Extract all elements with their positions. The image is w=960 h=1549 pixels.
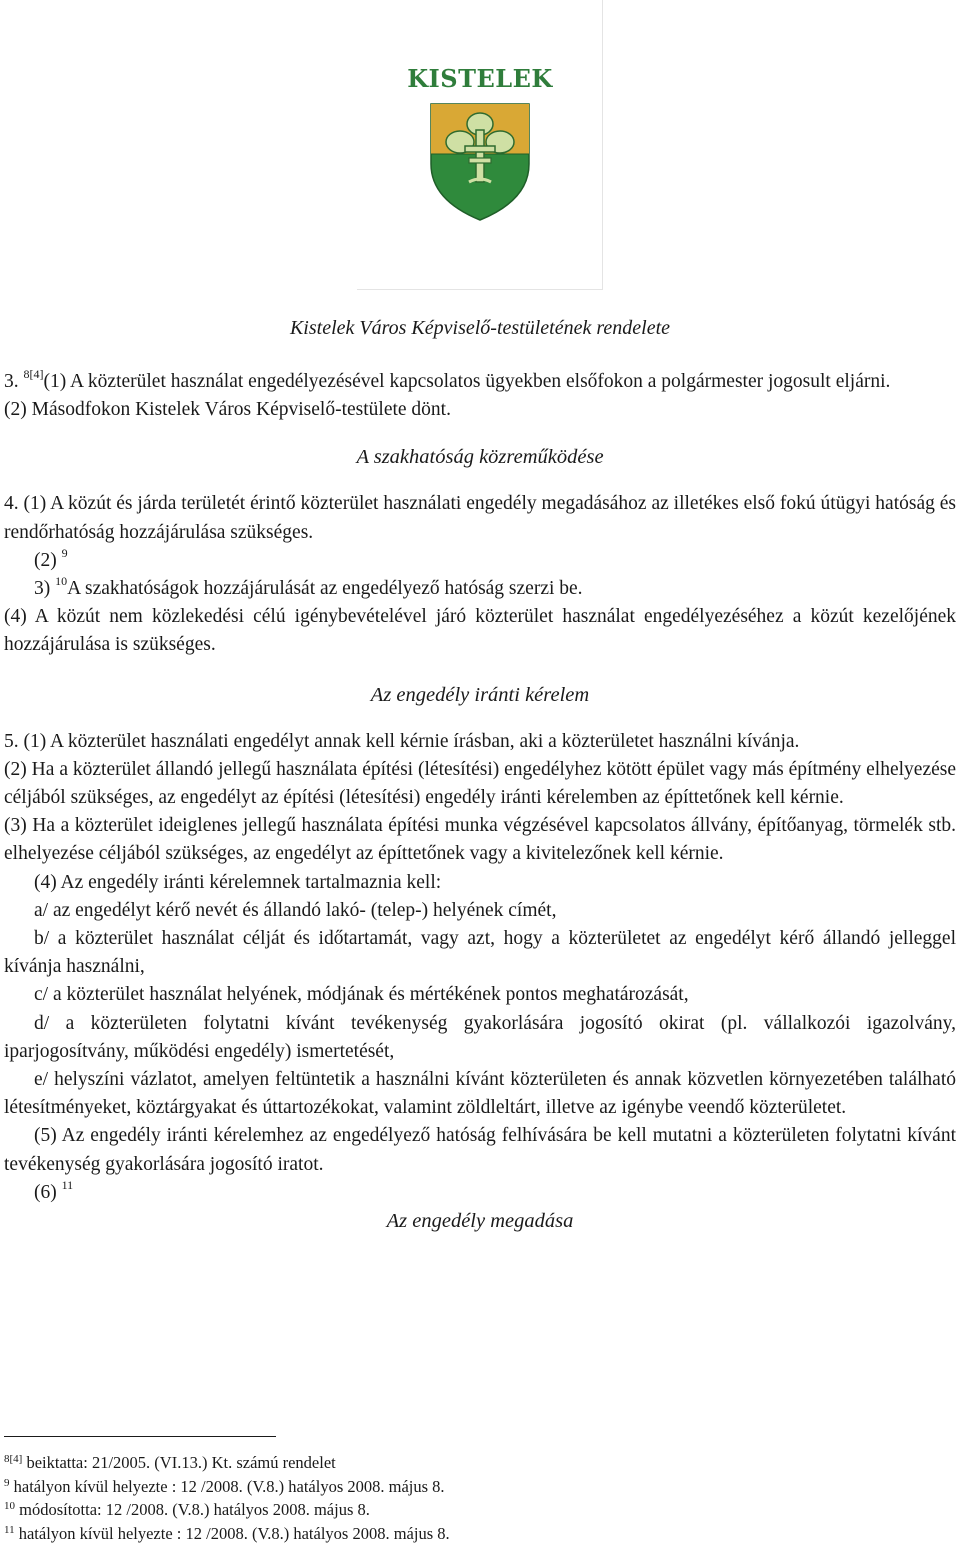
section-4-paragraph-3: 3) $^{10}$A szakhatóságok hozzájárulását az engedélyező hatóság szerzi be. (34, 574, 583, 600)
list-item-d: d/ a közterületen folytatni kívánt tevékenység gyakorlására jogosító okirat (pl. vállalkozói igazolvány, iparjogosítvány, működési engedély) ismertetését, (4, 1012, 956, 1062)
footnote: $^{11}$ hatályon kívül helyezte : 12 /2008. (V.8.) hatályos 2008. május 8. (4, 1523, 450, 1543)
footnote-divider (4, 1436, 276, 1437)
document-body (4, 368, 956, 1235)
heading-authority: A szakhatóság közreműködése (356, 446, 604, 469)
footnote-ref[interactable]: 11 (61, 1177, 74, 1192)
section-5-paragraph-2: (2) Ha a közterület állandó jellegű használata építési (létesítési) engedélyhez kötött épület vagy más építmény elhelyezése céljából szükséges, az engedélyt az építési (létesítési) engedély iránti kérelemben az építtetőnek kell kérnie. (4, 758, 956, 809)
footnote: $^{8[4]}$ beiktatta: 21/2005. (VI.13.) Kt. számú rendelet (4, 1453, 336, 1472)
footnotes (4, 1451, 956, 1545)
list-item-b: b/ a közterület használat célját és időtartamát, vagy azt, hogy a közterületet az engedélyt kérő állandó jelleggel kívánja használni, (4, 928, 956, 978)
footnote: $^9$ hatályon kívül helyezte : 12 /2008. (V.8.) hatályos 2008. május 8. (4, 1476, 445, 1496)
list-item-e: e/ helyszíni vázlatot, amelyen feltüntetik a használni kívánt közterületen és annak közvetlen környezetében található létesítményeket, köztárgyakat és úttartozékokat, valamint zöldleltárt, illetve az igénybe veendő közterületet. (4, 1069, 956, 1119)
footnote-ref[interactable]: 8[4] (23, 367, 44, 381)
heading-request: Az engedély iránti kérelem (370, 683, 590, 706)
section-5-paragraph-1: 5. (1) A közterület használati engedélyt annak kell kérnie írásban, aki a közterületet használni kívánja. (4, 730, 800, 752)
coat-of-arms-shield-icon (429, 102, 531, 222)
document-title: Kistelek Város Képviselő-testületének rendelete (289, 317, 671, 339)
list-item-c: c/ a közterület használat helyének, módjának és mértékének pontos meghatározását, (34, 984, 689, 1006)
section-4-paragraph-2: (2) $^9$ (34, 545, 68, 571)
logo-title: KISTELEK (407, 64, 553, 93)
list-item-a: a/ az engedélyt kérő nevét és állandó lakó- (telep-) helyének címét, (34, 899, 557, 921)
section-5-paragraph-4: (4) Az engedély iránti kérelemnek tartalmaznia kell: (34, 871, 442, 893)
footnote: $^{10}$ módosította: 12 /2008. (V.8.) hatályos 2008. május 8. (4, 1500, 370, 1519)
section-3-number: 3. (4, 371, 24, 392)
section-5-paragraph-6: (6) $^{11}$ (34, 1177, 74, 1203)
section-4-number: 4. (4, 493, 24, 515)
footnote-ref[interactable]: 10 (55, 574, 68, 589)
footnote-ref[interactable]: 9 (61, 545, 68, 560)
heading-grant: Az engedély megadása (386, 1210, 574, 1233)
section-5-paragraph-5: (5) Az engedély iránti kérelemhez az engedélyező hatóság felhívására be kell mutatni a közterületen folytatni kívánt tevékenység gyakorlására jogosító iratot. (4, 1125, 956, 1175)
section-3-paragraph-1: 3. $^{8[4]}$(1) A közterület használat engedélyezésével kapcsolatos ügyekben elsőfokon a polgármester jogosult eljárni. (4, 367, 891, 392)
section-4-paragraph-4: (4) A közút nem közlekedési célú igénybevételével járó közterület használat engedélyezéséhez a közút kezelőjének hozzájárulása is szükséges. (4, 606, 956, 656)
section-5-number: 5. (4, 730, 24, 752)
section-5-paragraph-3: (3) Ha a közterület ideiglenes jellegű használata építési munka végzésével kapcsolatos állvány, építőanyag, törmelék stb. elhelyezése céljából szükséges, az engedélyt az építtetőnek vagy a kivitelezőnek kell kérnie. (4, 815, 956, 865)
section-4-paragraph-1: 4. (1) A közút és járda területét érintő közterület használati engedély megadásához az illetékes első fokú útügyi hatóság és rendőrhatóság hozzájárulása szükséges. (4, 493, 957, 543)
section-3-paragraph-2: (2) Másodfokon Kistelek Város Képviselő-testülete dönt. (4, 399, 451, 421)
coat-of-arms-box (357, 0, 603, 290)
